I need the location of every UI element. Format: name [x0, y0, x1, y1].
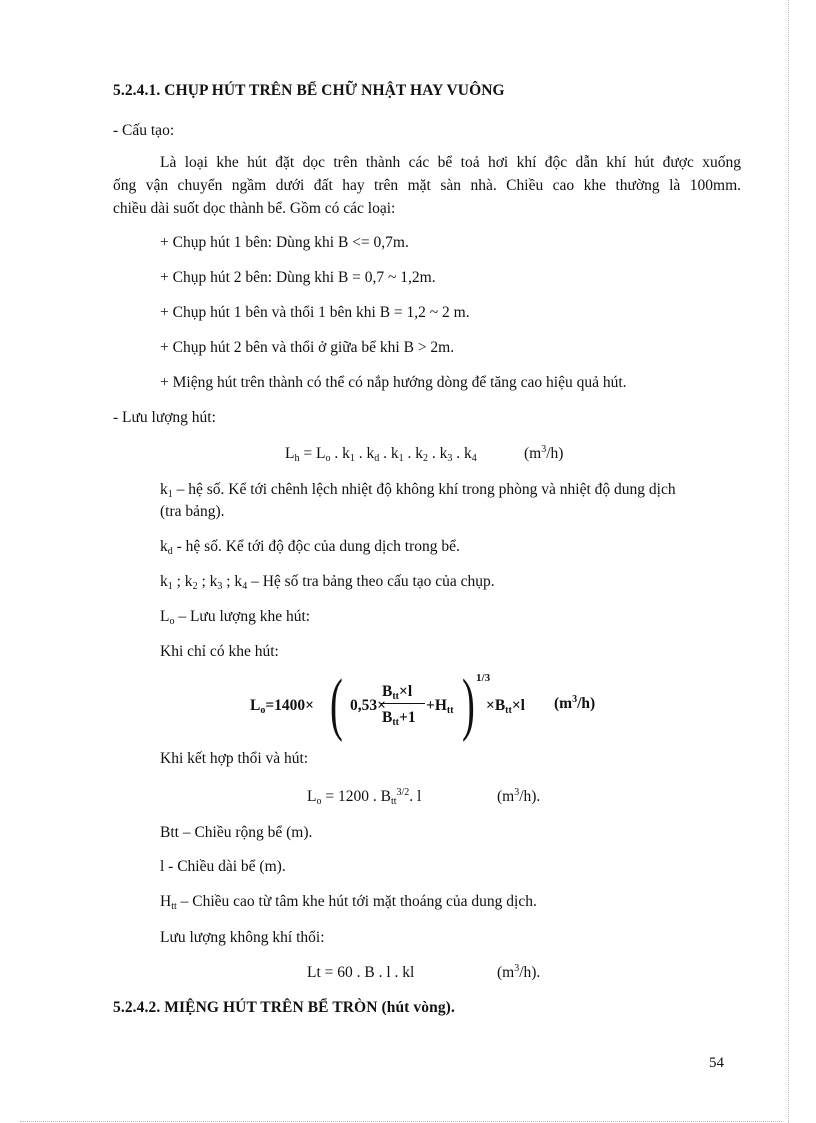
formula-numerator: $B_{tt}\times l$ [382, 683, 413, 702]
formula-lhs: $L_o=1400\times$ [250, 697, 315, 716]
section-heading-5-2-4-1: 5.2.4.1. CHỤP HÚT TRÊN BỂ CHỮ NHẬT HAY VUÔNG [113, 82, 505, 99]
kd-description: $k_d$ - hệ số. Kể tới độ độc của dung dịch trong bể. [160, 538, 460, 557]
bullet-item: + Chụp hút 1 bên và thổi 1 bên khi B = 1,2 ~ 2 m. [160, 304, 470, 321]
bullet-item: + Chụp hút 2 bên: Dùng khi B = 0,7 ~ 1,2m. [160, 269, 436, 286]
formula-lh-unit: $(m^3/h)$ [524, 444, 564, 462]
lo-description: $L_o$ – Lưu lượng khe hút: [160, 608, 311, 627]
l-description: l - Chiều dài bể (m). [160, 858, 286, 875]
formula-lh: $L_h = L_o$ . $k_1$ . $k_d$ . $k_1$ . $k_2$ . $k_3$ . $k_4$ [285, 445, 477, 464]
fraction-bar [381, 703, 425, 704]
paragraph-line-3: chiều dài suốt dọc thành bể. Gồm có các loại: [113, 200, 396, 217]
left-paren: ( [330, 666, 343, 743]
k1-description: $k_1$ – hệ số. Kể tới chênh lệch nhiệt độ không khí trong phòng và nhiệt độ dung dịch [160, 481, 676, 500]
btt-description: Btt – Chiều rộng bể (m). [160, 824, 313, 841]
page-margin-rule [788, 0, 789, 1123]
formula-lt-unit: $(m^3/h)$. [497, 963, 541, 981]
formula-exponent: 1/3 [476, 672, 491, 684]
khi-ket-hop-label: Khi kết hợp thổi và hút: [160, 750, 309, 767]
formula-unit: $(m^3/h)$ [554, 694, 596, 712]
paragraph-line-1: Là loại khe hút đặt dọc trên thành các bể toả hơi khí độc dẫn khí hút được xuống [160, 154, 741, 171]
luu-luong-hut-label: - Lưu lượng hút: [113, 409, 216, 426]
htt-description: $H_{tt}$ – Chiều cao từ tâm khe hút tới mặt thoáng của dung dịch. [160, 893, 537, 912]
formula-coef: 0,53× [350, 697, 386, 714]
page-bottom-rule [20, 1121, 782, 1122]
right-paren: ) [462, 666, 475, 743]
k1-description-cont: (tra bảng). [160, 503, 225, 520]
luu-luong-thoi-label: Lưu lượng không khí thổi: [160, 929, 325, 946]
formula-lo-slot-only [250, 668, 620, 750]
paragraph-line-2: ống vận chuyển ngầm dưới đất hay trên mặt sàn nhà. Chiều cao khe thường là 100mm. [113, 177, 741, 194]
khi-chi-co-khe-hut: Khi chỉ có khe hút: [160, 643, 279, 660]
bullet-item: + Chụp hút 2 bên và thổi ở giữa bể khi B > 2m. [160, 339, 455, 356]
formula-lo-combined-unit: $(m^3/h)$. [497, 787, 541, 805]
bullet-item: + Miệng hút trên thành có thể có nắp hướng dòng để tăng cao hiệu quả hút. [160, 374, 627, 391]
formula-denominator: $B_{tt}+1$ [382, 709, 416, 728]
page-number: 54 [709, 1055, 724, 1071]
formula-lt: Lt = 60 . B . l . kl [307, 964, 415, 981]
k-coefficients-description: $k_1$ ; $k_2$ ; $k_3$ ; $k_4$ – Hệ số tra bảng theo cấu tạo của chụp. [160, 573, 495, 592]
formula-plus-h: $+H_{tt}$ [426, 697, 454, 716]
cau-tao-label: - Cấu tạo: [113, 122, 175, 139]
bullet-item: + Chụp hút 1 bên: Dùng khi B <= 0,7m. [160, 234, 409, 251]
formula-times-b: $\times B_{tt}\times l$ [486, 697, 525, 716]
formula-lo-combined: $L_o = 1200$ . $B_{tt}^{3/2}$. l [307, 787, 422, 807]
section-heading-5-2-4-2: 5.2.4.2. MIỆNG HÚT TRÊN BỂ TRÒN (hút vòng). [113, 999, 455, 1016]
